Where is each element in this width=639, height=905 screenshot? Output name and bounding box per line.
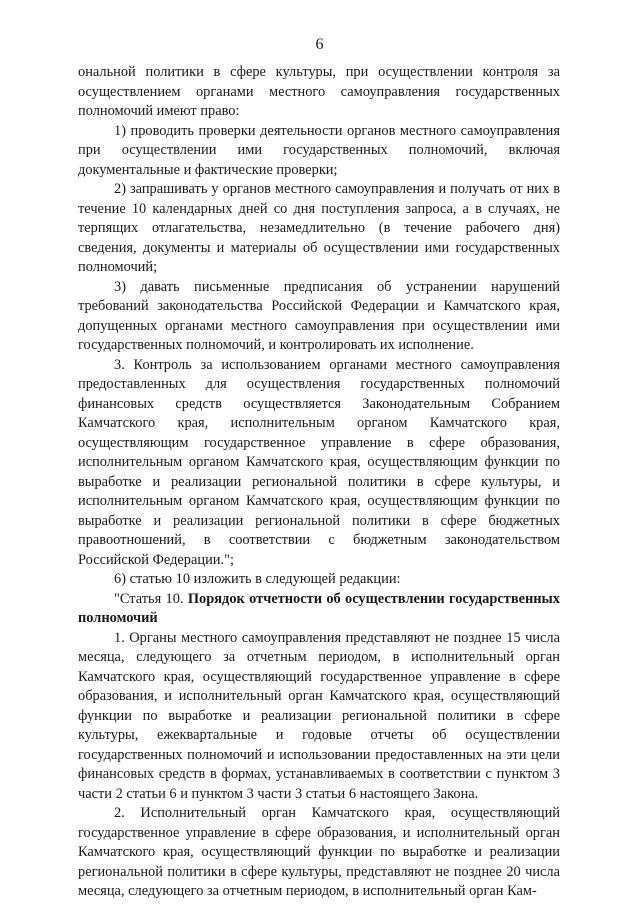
paragraph-amendment-6: 6) статью 10 изложить в следующей редакции: [114,571,401,587]
paragraph-item-2: 2) запрашивать у органов местного самоуправления и получать от них в течение 10 календарных дней со дня поступления запроса, а в случаях, не терпящих отлагательства, незамедлительно (в течение рабочего дня) сведения, документы и материалы об осуществлении ими государственных полномочий; [78,181,560,275]
paragraph-continuation: ональной политики в сфере культуры, при осуществлении контроля за осуществлением органами местного самоуправления государственных полномочий имеют право: [78,64,560,119]
paragraph-item-1: 1) проводить проверки деятельности органов местного самоуправления при осуществлении ими государственных полномочий, включая документальные и фактические проверки; [78,122,560,178]
paragraph-part-3: 3. Контроль за использованием органами местного самоуправления предоставленных для осуществления государственных полномочий финансовых средств осуществляется Законодательным Собранием Камчатского края, исполнительным органом Камчатского края, осуществляющим государственное управление в сфере образования, исполнительным органом Камчатского края, осуществляющим функции по выработке и реализации региональной политики в сфере культуры, и исполнительным органом Камчатского края, осуществляющим функции по выработке и реализации региональной политики в сфере бюджетных правоотношений, в соответствии с бюджетным законодательством Российской Федерации."; [78,356,560,568]
article-10-label: "Статья 10. [114,590,188,607]
article-10-title: Порядок отчетности об осуществлении государственных полномочий [78,590,560,626]
paragraph-article-10-part-1: 1. Органы местного самоуправления представляют не позднее 15 числа месяца, следующего за отчетным периодом, в исполнительный орган Камчатского края, осуществляющий государственное управление в сфере образования, и исполнительный орган Камчатского края, осуществляющий функции по выработке и реализации региональной политики в сфере культуры, ежеквартальные и годовые отчеты об осуществлении государственных полномочий и использовании предоставленных на эти цели финансовых средств в формах, устанавливаемых в соответствии с пунктом 3 части 2 статьи 6 и пунктом 3 части 3 статьи 6 настоящего Закона. [78,629,560,802]
page-number: 6 [315,36,324,53]
paragraph-item-3: 3) давать письменные предписания об устранении нарушений требований законодательства Российской Федерации и Камчатского края, допущенных органами местного самоуправления при осуществлении ими государственных полномочий, и контролировать их исполнение. [78,278,560,353]
article-10-heading [78,590,560,629]
document-body [78,63,560,902]
paragraph-article-10-part-2: 2. Исполнительный орган Камчатского края, осуществляющий государственное управление в сфере образования, и исполнительный орган Камчатского края, осуществляющий функции по выработке и реализации региональной политики в сфере культуры, представляют не позднее 20 числа месяца, следующего за отчетным периодом, в исполнительный орган Кам- [78,805,560,899]
